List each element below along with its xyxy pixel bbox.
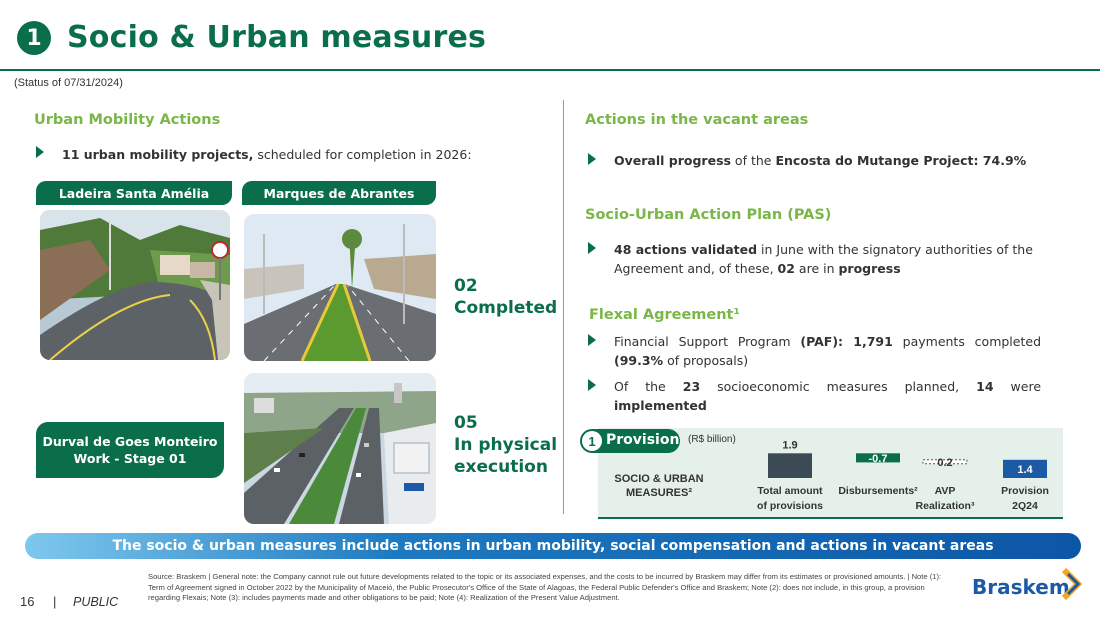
execution-status [454,412,557,478]
vacant-areas-heading: Actions in the vacant areas [585,112,809,128]
provision-row-label: SOCIO & URBAN MEASURES² [614,473,704,499]
bullet-arrow-icon [588,153,596,165]
urban-mobility-heading: Urban Mobility Actions [34,112,221,128]
flexal-heading: Flexal Agreement¹ [589,307,740,323]
photo-ladeira-santa-amelia [40,210,230,360]
vacant-areas-bullet: Overall progress of the Encosta do Mutange Project: 74.9% [614,153,1027,168]
section-number: 1 [26,25,42,51]
bar-value-label-0: 1.9 [782,439,798,452]
bar-value-label-1: -0.7 [868,452,888,465]
execution-line2: execution [454,457,548,477]
footnote: Source: Braskem | General note: the Company cannot rule out future developments related to the topic or its associated expenses, and the costs to be incurred by Braskem may differ from its estimates or provisioned amounts. | Note (1): Term of Agreement signed in October 2022 by the Municipality of Maceió, the Public Prosecutor's Office of the State of Alagoas, the Federal Public Defender's Office and Braskem; Note (2): does not include, in this group, a provision regarding Flexais; Note (3): includes payments made and other obligations to be paid; Note (4): Realization of the Present Value Adjustment. [148,572,942,602]
category-label-2-1: Realization³ [915,500,975,512]
flexal-bullet-measures: Of the 23 socioeconomic measures planned, 14 were implemented [614,379,1042,413]
category-label-1-0: Disbursements² [838,485,918,497]
bullet-arrow-icon [588,334,596,346]
execution-count: 05 [454,413,478,433]
header-divider [0,69,1100,71]
classification-label: PUBLIC [73,595,119,609]
page-number: 16 [20,594,35,609]
project-label-durval: Durval de Goes Monteiro Work - Stage 01 [36,422,224,478]
category-label-3-0: Provision [1001,485,1049,497]
provision-unit: (R$ billion) [688,434,736,445]
braskem-logo: Braskem [972,575,1070,599]
completed-status [454,275,557,319]
braskem-logo-icon [1060,568,1084,602]
category-label-0-1: of provisions [757,500,823,512]
summary-banner: The socio & urban measures include actions in urban mobility, social compensation and actions in vacant areas [25,533,1081,559]
status-date: (Status of 07/31/2024) [14,77,123,89]
urban-mobility-bullet: 11 urban mobility projects, scheduled for completion in 2026: [62,147,472,162]
bullet-arrow-icon [36,146,44,158]
pas-bullet: 48 actions validated in June with the signatory authorities of the Agreement and, of these, 02 are in progress [614,242,1033,276]
completed-count: 02 [454,276,478,296]
provision-waterfall-chart [740,428,1070,518]
provision-number: 1 [582,431,602,451]
page-title: Socio & Urban measures [67,20,487,55]
pas-heading: Socio-Urban Action Plan (PAS) [585,207,832,223]
category-label-0-0: Total amount [757,485,823,497]
category-label-2-0: AVP [934,485,956,497]
project-label-ladeira: Ladeira Santa Amélia [36,181,232,205]
photo-durval-de-goes-monteiro [244,373,436,524]
bullet-arrow-icon [588,242,596,254]
bar-0 [768,453,812,478]
photo-marques-de-abrantes [244,214,436,361]
provision-label: Provision [606,432,680,448]
bar-value-label-2: 0.2 [937,456,953,469]
completed-label: Completed [454,298,558,318]
category-label-3-1: 2Q24 [1012,500,1038,512]
section-number-badge [17,21,51,55]
bullet-arrow-icon [588,379,596,391]
column-divider [563,100,564,514]
footer-separator: | [53,594,57,609]
execution-line1: In physical [454,435,558,455]
bar-value-label-3: 1.4 [1017,463,1033,476]
project-label-marques: Marques de Abrantes [242,181,436,205]
flexal-bullet-paf: Financial Support Program (PAF): 1,791 payments completed (99.3% of proposals) [614,334,1041,368]
